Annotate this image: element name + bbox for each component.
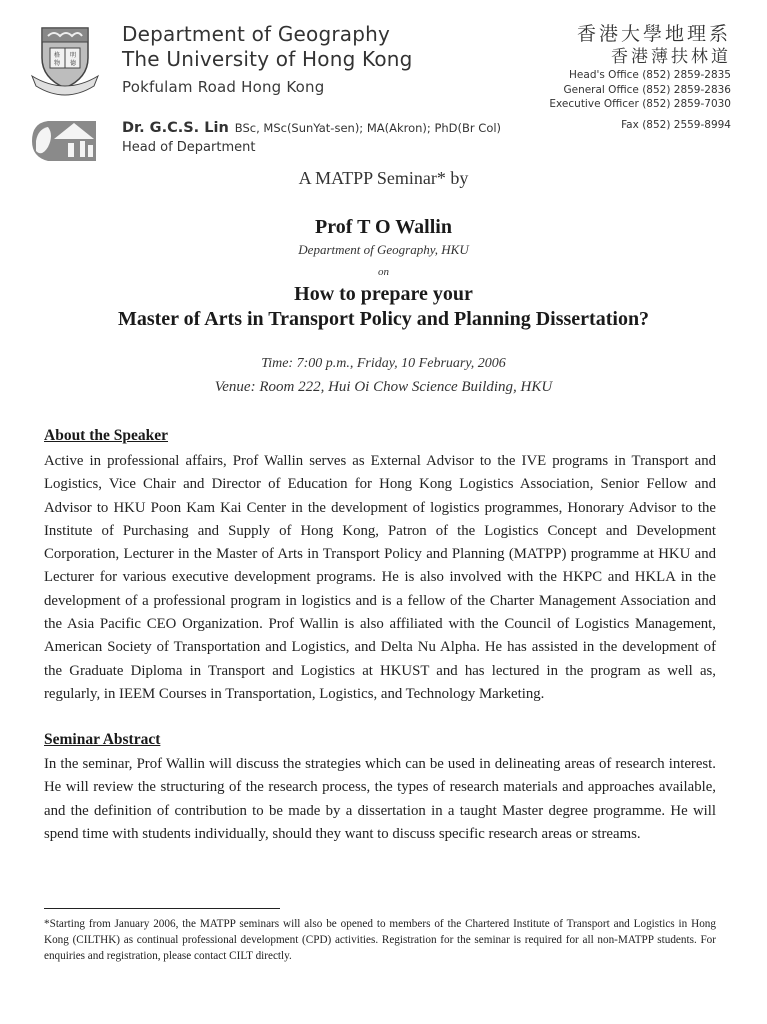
head-name: Dr. G.C.S. Lin: [122, 120, 229, 136]
head-title: Head of Department: [122, 140, 256, 155]
footnote: *Starting from January 2006, the MATPP seminars will also be opened to members of the Chartered Institute of Transport and Logistics in Hong Kong (CILTHK) as continual professional development (CPD) activities. Registration for the seminar is required for all non-MATPP students. For enquiries and registration, please contact CILT directly.: [44, 918, 716, 962]
speaker-name: Prof T O Wallin: [315, 216, 452, 238]
contact-line-executive-officer: [549, 97, 731, 112]
svg-text:格: 格: [53, 53, 61, 59]
department-name: Department of Geography: [122, 22, 391, 46]
on-label: on: [378, 266, 389, 278]
department-logo-icon: [30, 117, 100, 161]
contact-number: (852) 2859-7030: [642, 98, 731, 110]
contact-label: Fax: [621, 118, 639, 131]
contact-number: (852) 2859-2836: [642, 83, 731, 96]
svg-text:明: 明: [69, 53, 77, 59]
head-of-department-block: [122, 119, 501, 157]
seminar-title-line-1: How to prepare your: [294, 283, 473, 305]
about-speaker-heading: About the Speaker: [44, 427, 169, 444]
contact-label: General Office: [563, 83, 639, 96]
seminar-venue: Venue: Room 222, Hui Oi Chow Science Building, HKU: [214, 379, 553, 395]
chinese-address: 香港薄扶林道: [611, 47, 731, 67]
about-speaker-paragraph: Active in professional affairs, Prof Wallin serves as External Advisor to the IVE programs in Transport and Logistics, Vice Chair and Director of Education for Hong Kong Logistics Association, Senior Fellow and Advisor to HKU Poon Kam Kai Center in the development of logistics programmes, Honorary Advisor to the Institute of Purchasing and Supply of Hong Kong, Patron of the Logistics Concept and Development Corporation, Lecturer in the Master of Arts in Transport Policy and Planning (MATPP) programme at HKU and Lecturer for various executive development programs. He is also involved with the HKPC and HKLA in the development of a professional program in logistics and is a fellow of the Charter Management Association and the Asia Pacific CEO Organization. Prof Wallin is also affiliated with the Council of Logistics Management, American Society of Transportation and Logistics, and Delta Nu Alpha. He has assisted in the development of the Graduate Diploma in Transport and Logistics at HKUST and has lectured in the program as well as, regularly, in IEEM Courses in Transportation, Logistics, and Technology Marketing.: [44, 453, 716, 702]
letterhead-department-block: [122, 22, 413, 100]
speaker-affiliation: Department of Geography, HKU: [298, 242, 469, 257]
chinese-department-name: 香港大學地理系: [576, 23, 731, 45]
address: Pokfulam Road Hong Kong: [122, 78, 325, 96]
seminar-abstract-heading: Seminar Abstract: [44, 731, 161, 748]
contact-line-heads-office: [549, 68, 731, 83]
head-credentials: BSc, MSc(SunYat-sen); MA(Akron); PhD(Br Col): [234, 121, 502, 135]
svg-text:德: 德: [69, 61, 77, 67]
contact-block: [549, 22, 731, 132]
seminar-title-line-2: Master of Arts in Transport Policy and Planning Dissertation?: [117, 308, 650, 330]
seminar-intro: A MATPP Seminar* by: [298, 168, 469, 188]
contact-line-general-office: [549, 83, 731, 98]
seminar-time: Time: 7:00 p.m., Friday, 10 February, 2006: [261, 356, 506, 371]
contact-label: Executive Officer: [549, 98, 639, 110]
contact-number: (852) 2559-8994: [642, 118, 731, 131]
seminar-abstract-paragraph: In the seminar, Prof Wallin will discuss the strategies which can be used in delineating areas of research interest. He will review the structuring of the research process, the types of research materials and approaches available, and the definition of contribution to be made by a dissertation in a taught Master degree programme. He will spend time with students individually, should they want to discuss specific research areas or streams.: [44, 756, 716, 842]
university-name: The University of Hong Kong: [122, 47, 413, 71]
contact-line-fax: [549, 118, 731, 133]
university-crest-icon: [30, 24, 100, 96]
contact-label: Head's Office: [569, 69, 639, 81]
svg-text:物: 物: [53, 61, 61, 67]
contact-number: (852) 2859-2835: [642, 69, 731, 81]
footnote-divider: [44, 908, 280, 909]
